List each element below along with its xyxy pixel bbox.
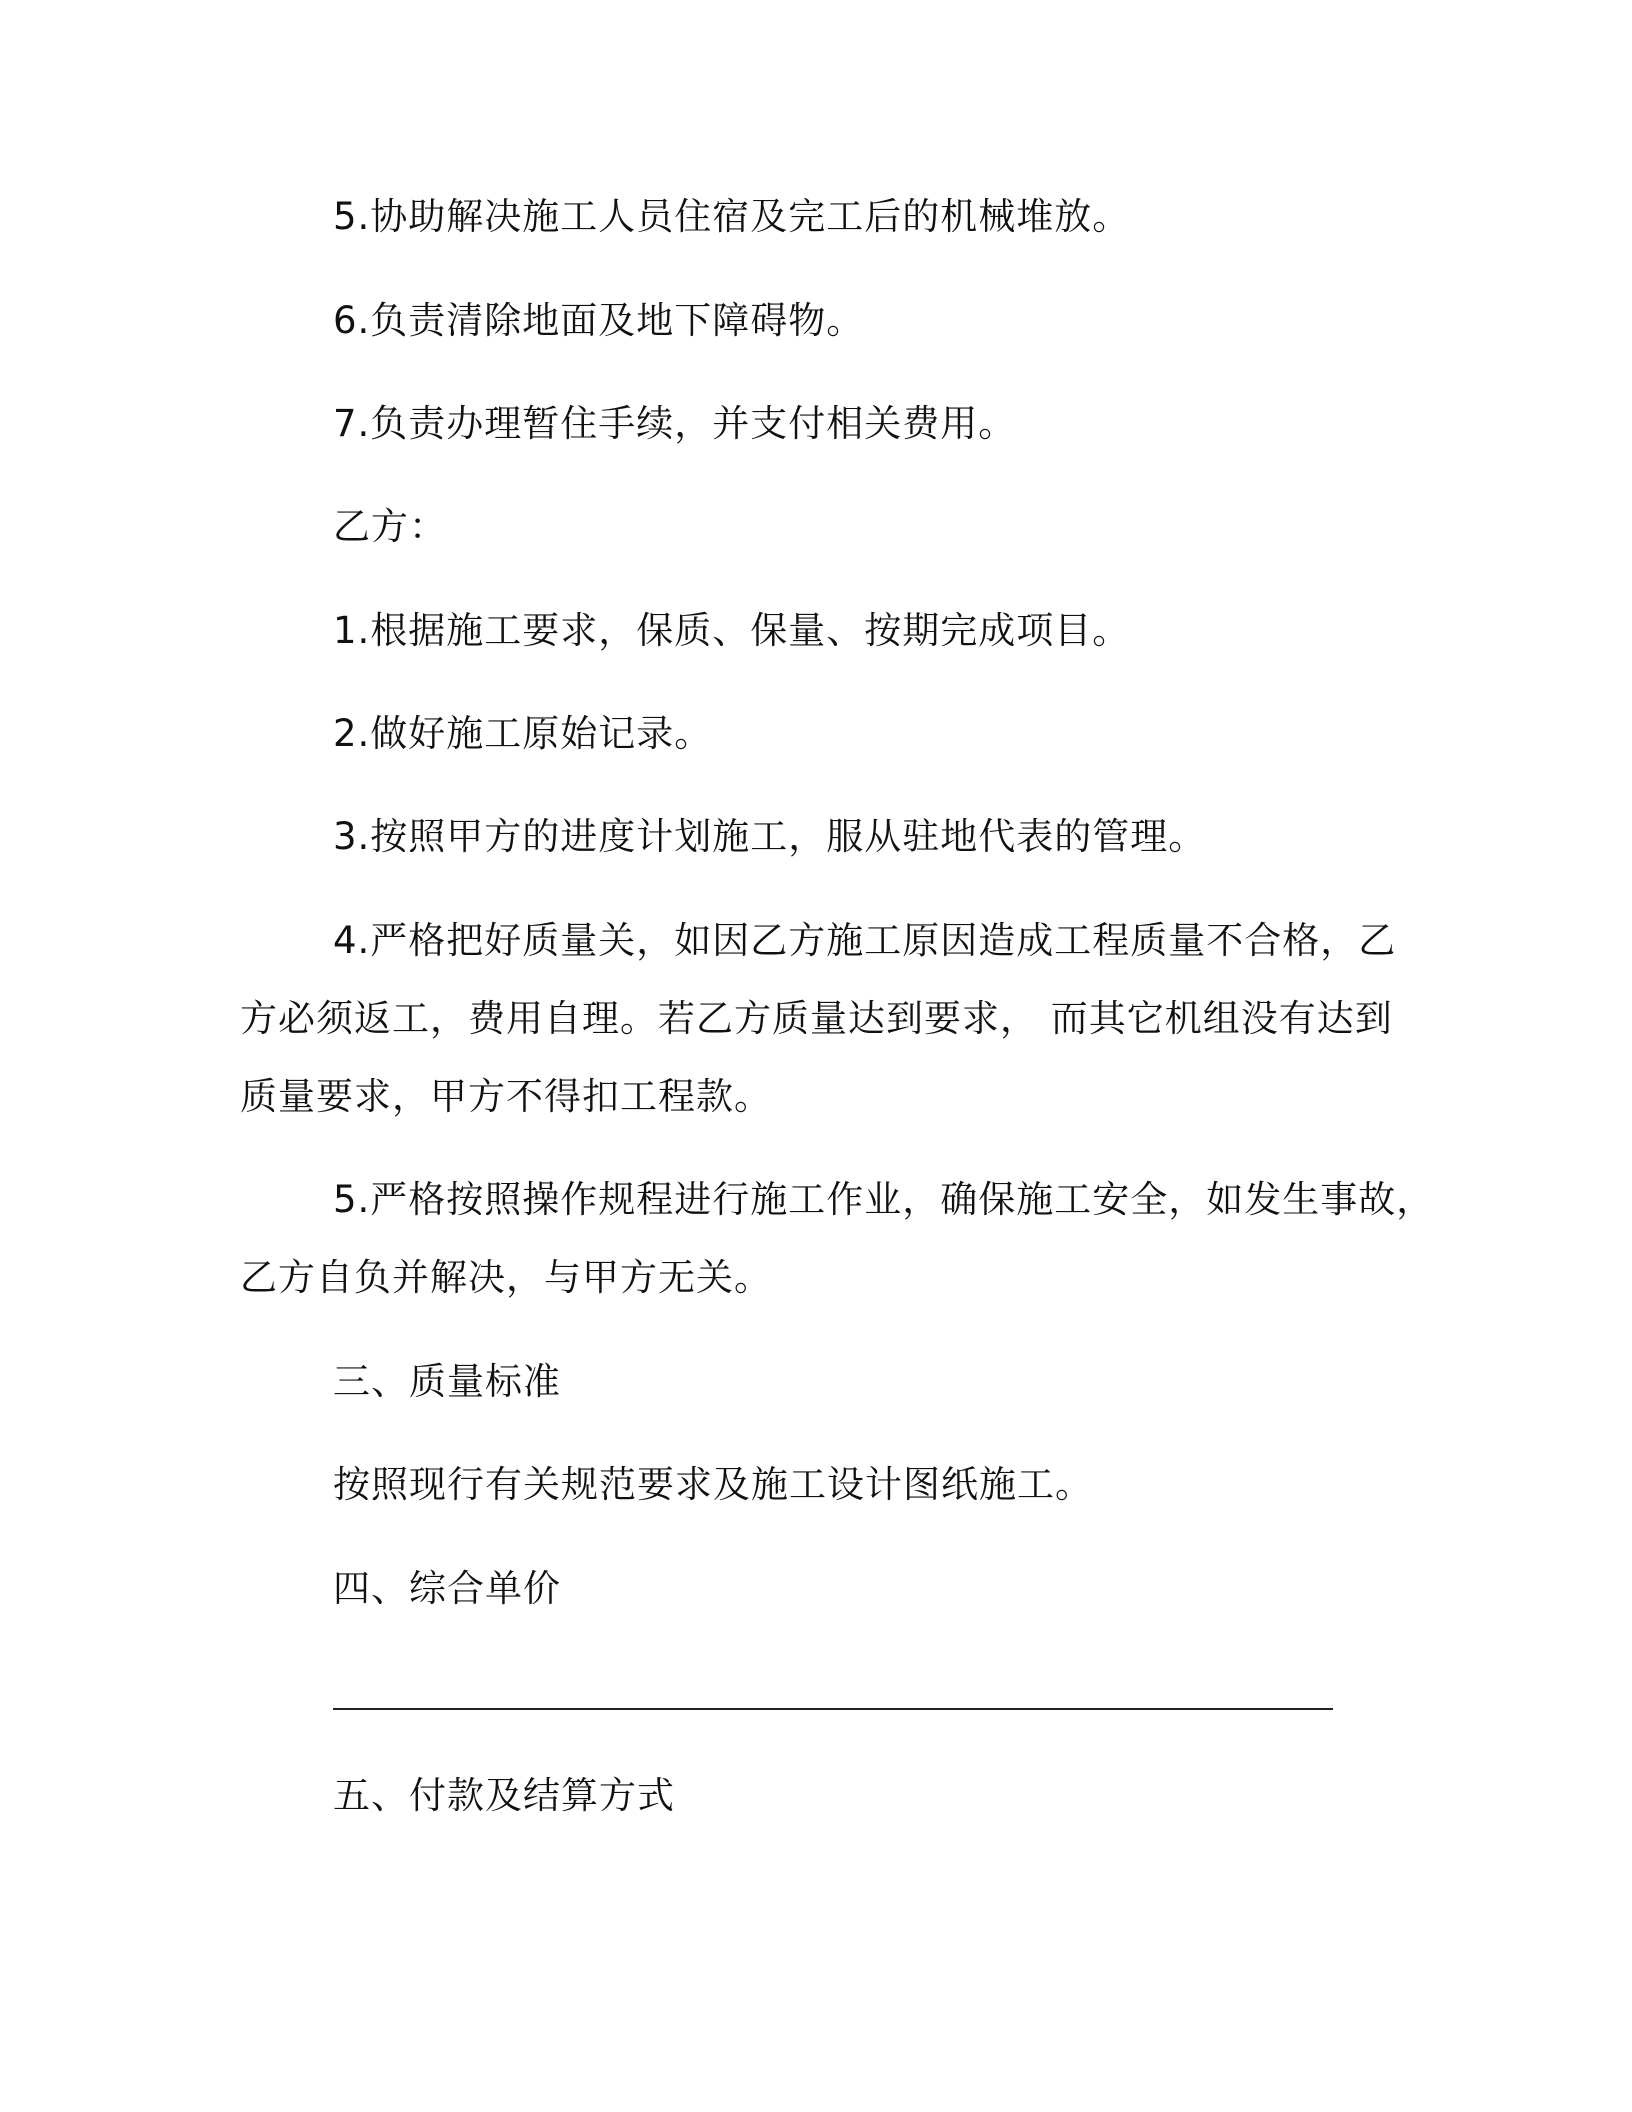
section-4-heading: 四、综合单价 [333, 1567, 561, 1610]
paragraph-party-b-item-4-line-3: 质量要求，甲方不得扣工程款。 [240, 1075, 772, 1118]
paragraph-party-b-item-2: 2.做好施工原始记录。 [333, 712, 713, 755]
paragraph-party-b-item-5-line-2: 乙方自负并解决，与甲方无关。 [240, 1256, 772, 1299]
paragraph-party-b-item-5-line-1: 5.严格按照操作规程进行施工作业，确保施工安全，如发生事故， [333, 1178, 1435, 1221]
paragraph-party-b-item-1: 1.根据施工要求，保质、保量、按期完成项目。 [333, 609, 1131, 652]
paragraph-party-a-item-6: 6.负责清除地面及地下障碍物。 [333, 299, 865, 342]
blank-fill-line [333, 1708, 1333, 1710]
section-5-heading: 五、付款及结算方式 [333, 1774, 675, 1817]
paragraph-party-a-item-5: 5.协助解决施工人员住宿及完工后的机械堆放。 [333, 195, 1131, 238]
paragraph-party-b-item-4-line-1: 4.严格把好质量关，如因乙方施工原因造成工程质量不合格，乙 [333, 919, 1397, 962]
section-3-heading: 三、质量标准 [333, 1360, 561, 1403]
section-3-body: 按照现行有关规范要求及施工设计图纸施工。 [333, 1463, 1093, 1506]
party-b-label: 乙方： [333, 505, 447, 548]
paragraph-party-b-item-4-line-2: 方必须返工，费用自理。若乙方质量达到要求， 而其它机组没有达到 [240, 997, 1393, 1040]
paragraph-party-b-item-3: 3.按照甲方的进度计划施工，服从驻地代表的管理。 [333, 815, 1207, 858]
paragraph-party-a-item-7: 7.负责办理暂住手续，并支付相关费用。 [333, 402, 1017, 445]
